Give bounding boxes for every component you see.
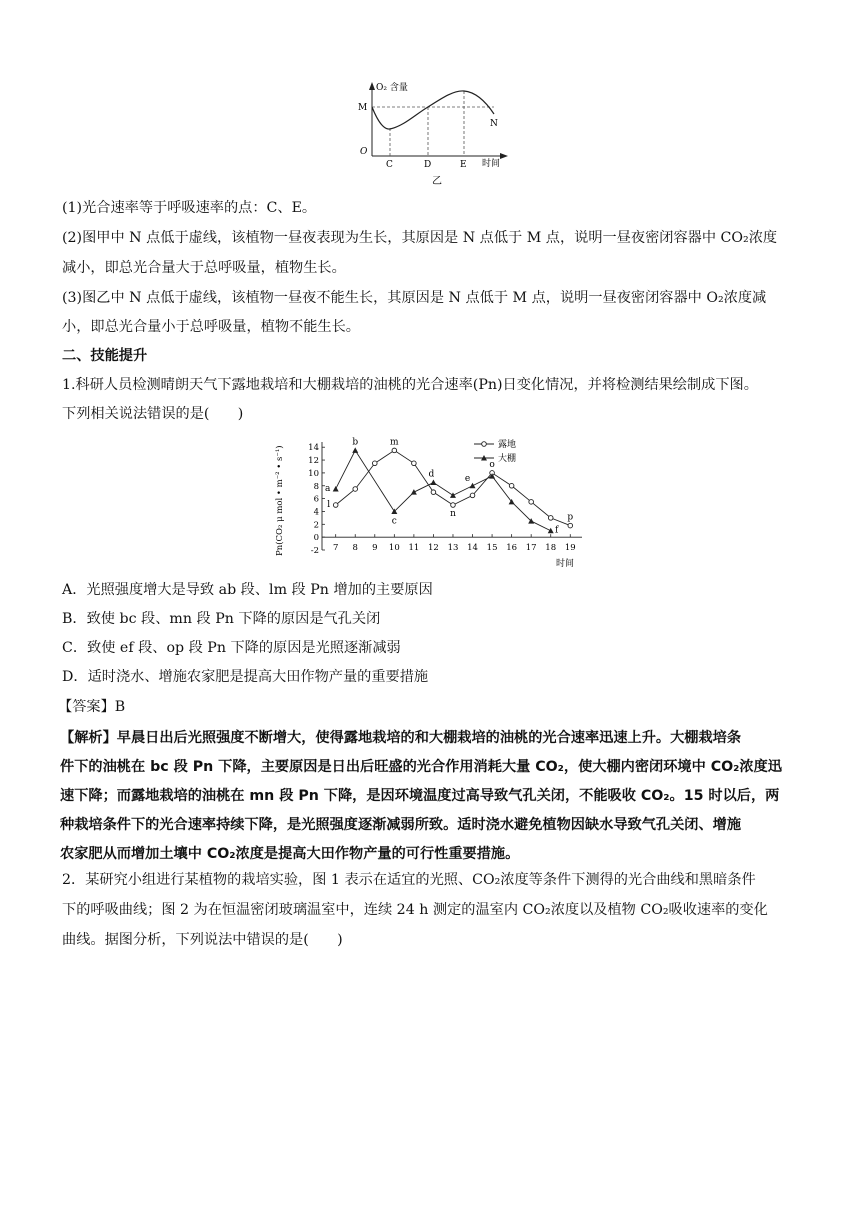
- data-point: [470, 483, 476, 489]
- y-tick-label: 8: [313, 481, 319, 492]
- data-point: [431, 490, 436, 495]
- x-tick-label: 9: [372, 543, 378, 554]
- data-point: [451, 503, 456, 508]
- point-label-d: d: [428, 469, 435, 480]
- q1-stem-b: 下列相关说法错误的是( ): [62, 406, 244, 422]
- analysis-line: 速下降；而露地栽培的油桃在 mn 段 Pn 下降，是因环境温度过高导致气孔关闭，不能吸收 CO₂。15 时以后，两: [60, 788, 780, 804]
- data-point: [548, 516, 553, 521]
- x-tick-label: 12: [428, 543, 439, 554]
- point-label-o: o: [489, 459, 495, 470]
- point-label-m: m: [390, 437, 399, 448]
- x-tick-label: 19: [564, 543, 576, 554]
- y-tick-label: 6: [313, 494, 319, 505]
- point-label-e: e: [464, 473, 471, 484]
- chart-y-label: Pn(CO₂ μ mol • m⁻² • s⁻¹): [275, 445, 285, 556]
- x-tick-label: 10: [388, 543, 400, 554]
- point-label-a: a: [324, 483, 331, 494]
- data-point: [352, 447, 358, 453]
- option-a: A．光照强度增大是导致 ab 段、lm 段 Pn 增加的主要原因: [62, 582, 433, 598]
- data-point: [568, 523, 573, 528]
- data-point: [430, 480, 436, 486]
- x-tick-label: 13: [447, 543, 459, 554]
- x-tick-label: 17: [525, 543, 537, 554]
- answer: 【答案】B: [58, 699, 126, 715]
- data-point: [412, 461, 417, 466]
- para-3a: (3)图乙中 N 点低于虚线，该植物一昼夜不能生长，其原因是 N 点低于 M 点，说明一昼夜密闭容器中 O₂浓度减: [62, 290, 767, 306]
- y-tick-label: 10: [308, 468, 319, 479]
- data-point: [333, 503, 338, 508]
- para-2b: 减小，即总光合量大于总呼吸量，植物生长。: [62, 260, 346, 276]
- label-origin: O: [360, 147, 368, 157]
- x-tick-label: 8: [352, 543, 358, 554]
- para-1: (1)光合速率等于呼吸速率的点：C、E。: [62, 200, 317, 216]
- analysis-line: 件下的油桃在 bc 段 Pn 下降，主要原因是日出后旺盛的光合作用消耗大量 CO₂，使大棚内密闭环境中 CO₂浓度迅: [60, 759, 782, 775]
- x-tick-label: 7: [332, 543, 339, 554]
- q1-stem-a: 1.科研人员检测晴朗天气下露地栽培和大棚栽培的油桃的光合速率(Pn)日变化情况，并将检测结果绘制成下图。: [62, 377, 758, 393]
- data-point: [333, 486, 339, 492]
- data-point: [470, 493, 475, 498]
- y-tick-label: 12: [308, 456, 319, 467]
- label-M: M: [358, 103, 368, 113]
- data-point: [548, 528, 554, 534]
- y-axis-label: O₂ 含量: [376, 83, 408, 93]
- analysis-line: 种栽培条件下的光合速率持续下降，是光照强度逐渐减弱所致。适时浇水避免植物因缺水导致气孔关闭、增施: [60, 817, 742, 833]
- x-tick-label: 14: [467, 543, 478, 554]
- y-tick-label: -2: [310, 546, 319, 556]
- point-label-b: b: [352, 437, 359, 448]
- option-d: D．适时浇水、增施农家肥是提高大田作物产量的重要措施: [62, 669, 429, 685]
- data-point: [529, 500, 534, 505]
- para-3b: 小，即总光合量小于总呼吸量，植物不能生长。: [62, 319, 360, 335]
- point-label-f: f: [555, 525, 559, 536]
- figure-yi: [356, 80, 516, 188]
- legend-series-2: 大棚: [498, 454, 517, 464]
- series-line-2: [336, 450, 551, 530]
- y-tick-label: 4: [313, 507, 319, 518]
- data-point: [450, 492, 456, 498]
- data-point: [411, 489, 417, 495]
- q2-line-2: 下的呼吸曲线；图 2 为在恒温密闭玻璃温室中，连续 24 h 测定的温室内 CO₂浓度以及植物 CO₂吸收速率的变化: [62, 902, 768, 918]
- o2-curve: [372, 91, 494, 129]
- y-tick-label: 2: [313, 520, 319, 531]
- analysis-line: 农家肥从而增加土壤中 CO₂浓度是提高大田作物产量的可行性重要措施。: [60, 846, 520, 862]
- x-tick-label: 16: [506, 543, 518, 554]
- section-heading: 二、技能提升: [62, 348, 148, 364]
- option-b: B．致使 bc 段、mn 段 Pn 下降的原因是气孔关闭: [62, 611, 381, 627]
- label-E: E: [460, 160, 467, 170]
- label-D: D: [424, 160, 432, 170]
- data-point: [509, 483, 514, 488]
- point-label-n: n: [450, 509, 456, 520]
- figure-caption: 乙: [432, 176, 442, 187]
- data-point: [392, 448, 397, 453]
- pn-chart: [268, 436, 588, 572]
- q2-line-3: 曲线。据图分析，下列说法中错误的是( ): [62, 932, 343, 948]
- y-tick-label: 14: [308, 443, 319, 454]
- q2-line-1: 2．某研究小组进行某植物的栽培实验，图 1 表示在适宜的光照、CO₂浓度等条件下测得的光合曲线和黑暗条件: [62, 872, 756, 888]
- x-tick-label: 11: [408, 543, 420, 554]
- para-2a: (2)图甲中 N 点低于虚线，该植物一昼夜表现为生长，其原因是 N 点低于 M 点，说明一昼夜密闭容器中 CO₂浓度: [62, 230, 778, 246]
- point-label-l: l: [327, 500, 331, 511]
- chart-x-label: 时间: [556, 559, 575, 569]
- label-C: C: [386, 160, 393, 170]
- x-tick-label: 15: [486, 543, 498, 554]
- chart-legend: [474, 438, 516, 464]
- legend-series-1: 露地: [498, 440, 517, 450]
- x-tick-label: 18: [545, 543, 557, 554]
- option-c: C．致使 ef 段、op 段 Pn 下降的原因是光照逐渐减弱: [62, 640, 401, 656]
- point-label-p: p: [567, 512, 574, 523]
- y-tick-label: 0: [313, 533, 319, 544]
- data-point: [372, 461, 377, 466]
- point-label-c: c: [391, 516, 397, 527]
- label-N: N: [490, 119, 498, 129]
- x-axis-label: 时间: [482, 159, 501, 169]
- analysis-block: [60, 724, 805, 869]
- data-point: [353, 487, 358, 492]
- analysis-line: 【解析】早晨日出后光照强度不断增大，使得露地栽培的和大棚栽培的油桃的光合速率迅速上升。大棚栽培条: [60, 730, 742, 746]
